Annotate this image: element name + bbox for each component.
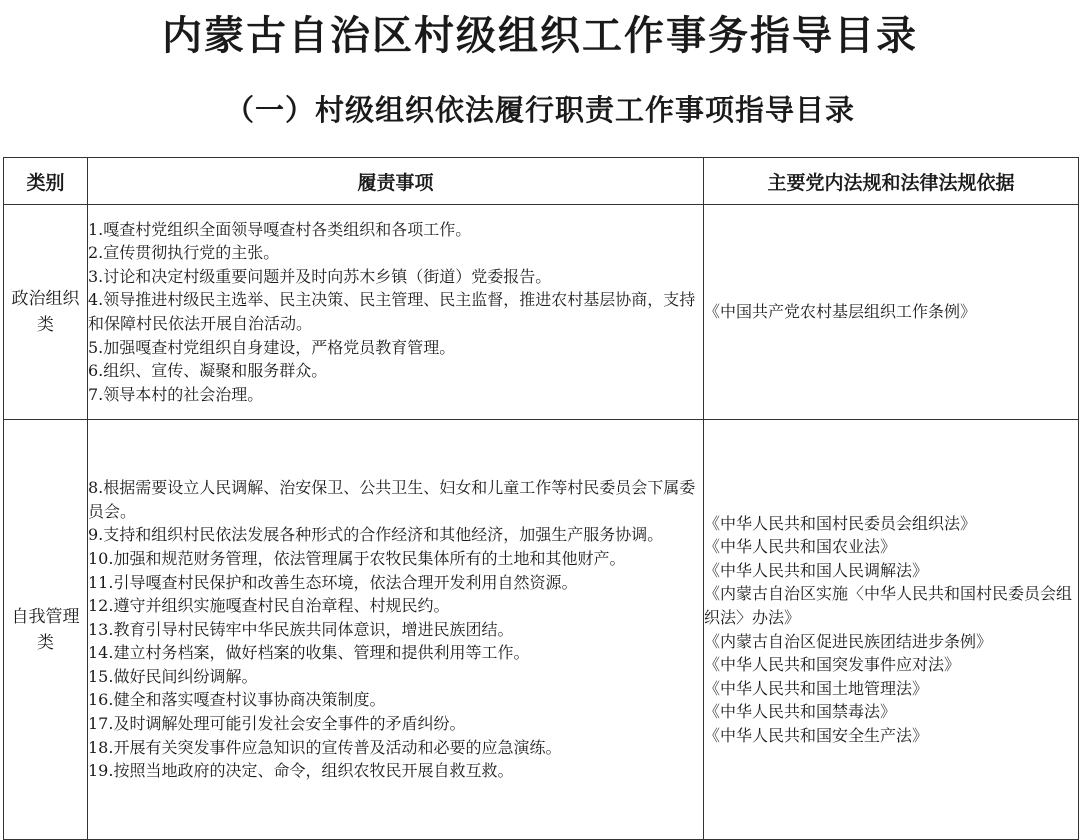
duties-cell xyxy=(88,420,704,840)
duty-item: 13.教育引导村民铸牢中华民族共同体意识，增进民族团结。 xyxy=(88,619,514,639)
duty-item: 4.领导推进村级民主选举、民主决策、民主管理、民主监督，推进农村基层协商，支持和保障村民依法开展自治活动。 xyxy=(88,290,696,333)
legal-basis-item: 《中华人民共和国人民调解法》 xyxy=(704,560,929,580)
duty-item: 10.加强和规范财务管理，依法管理属于农牧民集体所有的土地和其他财产。 xyxy=(88,548,626,568)
legal-basis-cell xyxy=(704,205,1079,420)
duty-item: 15.做好民间纠纷调解。 xyxy=(88,666,258,686)
section-subtitle: （一）村级组织依法履行职责工作事项指导目录 xyxy=(224,93,855,127)
header-legal-basis: 主要党内法规和法律法规依据 xyxy=(704,158,1079,205)
duty-item: 5.加强嘎查村党组织自身建设，严格党员教育管理。 xyxy=(88,337,456,357)
legal-basis-item: 《中华人民共和国禁毒法》 xyxy=(704,702,897,722)
document-title: 内蒙古自治区村级组织工作事务指导目录 xyxy=(162,13,918,59)
duty-item: 7.领导本村的社会治理。 xyxy=(88,384,264,404)
legal-basis-item: 《中华人民共和国突发事件应对法》 xyxy=(704,655,961,675)
legal-basis-item: 《内蒙古自治区促进民族团结进步条例》 xyxy=(704,631,993,651)
legal-basis-item: 《中华人民共和国农业法》 xyxy=(704,537,897,557)
duty-item: 16.健全和落实嘎查村议事协商决策制度。 xyxy=(88,690,386,710)
legal-basis-cell xyxy=(704,420,1079,840)
duty-item: 3.讨论和决定村级重要问题并及时向苏木乡镇（街道）党委报告。 xyxy=(88,266,552,286)
category-cell: 自我管理类 xyxy=(4,420,88,840)
legal-basis-item: 《中国共产党农村基层组织工作条例》 xyxy=(704,302,977,322)
category-cell: 政治组织类 xyxy=(4,205,88,420)
duties-cell xyxy=(88,205,704,420)
legal-basis-item: 《中华人民共和国安全生产法》 xyxy=(704,725,929,745)
header-category: 类别 xyxy=(4,158,88,205)
guidance-table xyxy=(3,157,1079,840)
duty-item: 1.嘎查村党组织全面领导嘎查村各类组织和各项工作。 xyxy=(88,219,472,239)
duty-item: 8.根据需要设立人民调解、治安保卫、公共卫生、妇女和儿童工作等村民委员会下属委员会。 xyxy=(88,478,696,521)
duty-item: 12.遵守并组织实施嘎查村民自治章程、村规民约。 xyxy=(88,596,450,616)
header-duties: 履责事项 xyxy=(88,158,704,205)
table-header-row xyxy=(4,158,1079,205)
duty-item: 14.建立村务档案，做好档案的收集、管理和提供利用等工作。 xyxy=(88,643,530,663)
duty-item: 6.组织、宣传、凝聚和服务群众。 xyxy=(88,361,328,381)
duty-item: 19.按照当地政府的决定、命令，组织农牧民开展自救互救。 xyxy=(88,761,514,781)
duty-item: 2.宣传贯彻执行党的主张。 xyxy=(88,243,280,263)
duty-item: 18.开展有关突发事件应急知识的宣传普及活动和必要的应急演练。 xyxy=(88,737,562,757)
legal-basis-item: 《内蒙古自治区实施〈中华人民共和国村民委员会组织法〉办法》 xyxy=(704,584,1073,627)
table-row xyxy=(4,420,1079,840)
duty-item: 17.及时调解处理可能引发社会安全事件的矛盾纠纷。 xyxy=(88,714,466,734)
duty-item: 9.支持和组织村民依法发展各种形式的合作经济和其他经济，加强生产服务协调。 xyxy=(88,525,664,545)
legal-basis-item: 《中华人民共和国土地管理法》 xyxy=(704,678,929,698)
legal-basis-item: 《中华人民共和国村民委员会组织法》 xyxy=(704,513,977,533)
duty-item: 11.引导嘎查村民保护和改善生态环境，依法合理开发利用自然资源。 xyxy=(88,572,578,592)
table-row xyxy=(4,205,1079,420)
